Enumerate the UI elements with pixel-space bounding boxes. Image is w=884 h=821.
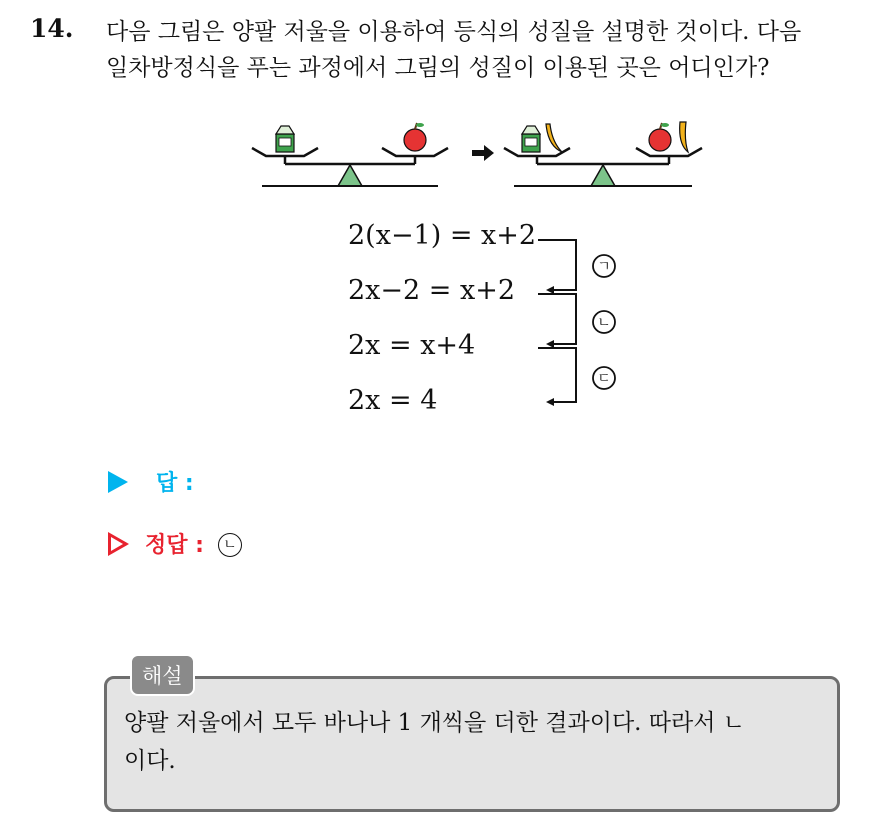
apple-icon: [404, 123, 426, 151]
right-arrow-icon: [472, 145, 494, 161]
question-text-line1: 다음 그림은 양팔 저울을 이용하여 등식의 성질을 설명한 것이다. 다음: [106, 19, 802, 45]
step-label: ㄷ: [597, 371, 611, 387]
outline-triangle-icon: [108, 532, 129, 556]
milk-carton-icon: [522, 126, 540, 152]
explanation-line1: 양팔 저울에서 모두 바나나 1 개씩을 더한 결과이다. 따라서 ㄴ: [124, 710, 745, 736]
left-balance-scale: [252, 123, 448, 186]
correct-answer-value: ㄴ: [218, 530, 242, 557]
explanation-text: [124, 704, 824, 780]
equation-line: 2x−2 = x+2: [348, 275, 516, 306]
answer-row: [108, 466, 194, 497]
step-label: ㄴ: [597, 315, 611, 331]
question-text: [106, 14, 866, 86]
equation-line: 2(x−1) = x+2: [348, 220, 537, 251]
banana-icon: [680, 122, 688, 152]
right-balance-scale: [504, 122, 702, 186]
step-label: ㄱ: [597, 259, 611, 275]
step-brackets: [538, 236, 628, 412]
banana-icon: [546, 124, 562, 152]
equation-line: 2x = x+4: [348, 330, 476, 361]
milk-carton-icon: [276, 126, 294, 152]
question-number: 14.: [30, 14, 74, 43]
filled-triangle-icon: [108, 471, 128, 493]
equation-line: 2x = 4: [348, 385, 438, 416]
answer-label: 답 :: [156, 471, 194, 496]
explanation-tag: 해설: [130, 654, 195, 696]
apple-icon: [649, 123, 671, 151]
explanation-line2: 이다.: [124, 748, 176, 774]
question-text-line2: 일차방정식을 푸는 과정에서 그림의 성질이 이용된 곳은 어디인가?: [106, 55, 770, 81]
balance-scale-illustration: [248, 112, 718, 192]
correct-answer-row: [108, 528, 242, 559]
correct-answer-label: 정답 :: [145, 533, 204, 558]
